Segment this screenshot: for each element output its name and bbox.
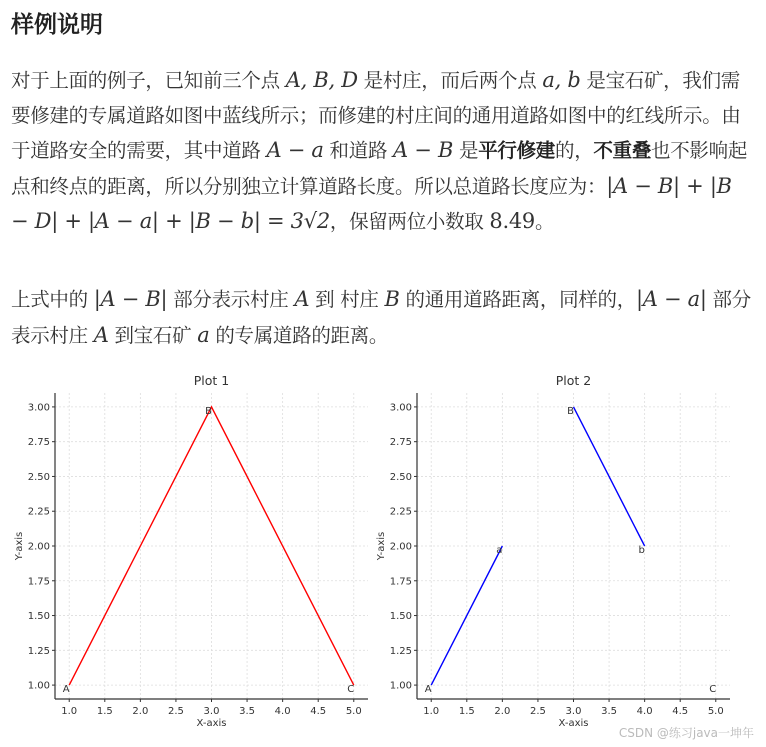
y-tick-label: 2.00 <box>27 541 50 553</box>
explanation-paragraph-2 <box>11 282 751 353</box>
math-expression: B <box>384 287 400 311</box>
y-tick-label: 1.50 <box>389 611 412 623</box>
math-expression: A <box>294 287 310 311</box>
point-label: a <box>496 545 503 556</box>
x-axis-label: X-axis <box>196 718 227 729</box>
y-axis-label: Y-axis <box>376 531 387 561</box>
x-tick-label: 2.0 <box>494 706 511 717</box>
x-tick-label: 2.5 <box>167 706 184 717</box>
math-expression: a, b <box>542 68 581 92</box>
watermark: CSDN @练习java一坤年 <box>618 726 754 740</box>
text-run: 的通用道路距离，同样的， <box>399 288 636 311</box>
math-expression: |A − B| <box>93 287 168 311</box>
y-tick-label: 2.25 <box>27 506 50 518</box>
x-tick-label: 3.5 <box>601 706 618 717</box>
point-label: A <box>424 684 432 696</box>
x-tick-label: 5.0 <box>345 706 362 717</box>
math-number: 8.49 <box>489 209 535 233</box>
math-expression: A − a <box>266 138 324 162</box>
text-run: 。 <box>534 210 555 233</box>
math-expression: |A − a| <box>635 287 707 311</box>
y-tick-label: 2.50 <box>27 471 50 483</box>
x-tick-label: 4.0 <box>274 706 291 717</box>
x-tick-label: 1.0 <box>423 706 440 717</box>
x-tick-label: 3.5 <box>239 706 256 717</box>
text-run: ，保留两位小数取 <box>329 210 490 233</box>
point-label: C <box>347 684 355 696</box>
text-run: 是 <box>453 139 479 162</box>
text-run: 到宝石矿 <box>108 323 198 347</box>
text-run: 部分表示村庄 <box>11 288 751 347</box>
y-tick-label: 3.00 <box>27 402 50 414</box>
text-run: 对于上面的例子，已知前三个点 <box>11 69 286 92</box>
x-tick-label: 2.5 <box>529 706 546 717</box>
x-tick-label: 3.0 <box>565 706 582 717</box>
y-tick-label: 2.75 <box>27 437 50 449</box>
y-tick-label: 1.25 <box>27 645 50 657</box>
y-tick-label: 2.50 <box>389 471 412 483</box>
bold-text: 平行修建 <box>478 139 556 162</box>
plot-2-chart <box>362 368 745 747</box>
point-label: B <box>205 405 212 417</box>
math-expression: A <box>93 322 109 347</box>
x-tick-label: 4.5 <box>310 706 327 717</box>
text-run: 和道路 <box>323 139 394 162</box>
x-tick-label: 2.0 <box>132 706 149 717</box>
y-axis-label: Y-axis <box>14 531 25 561</box>
y-tick-label: 1.75 <box>389 576 412 588</box>
x-tick-label: 4.0 <box>636 706 653 717</box>
bold-text: 不重叠 <box>593 139 652 162</box>
x-tick-label: 5.0 <box>707 706 724 717</box>
y-tick-label: 2.75 <box>389 437 412 449</box>
x-axis-label: X-axis <box>558 718 589 729</box>
x-tick-label: 1.5 <box>96 706 113 717</box>
section-heading: 样例说明 <box>11 12 103 38</box>
y-tick-label: 1.25 <box>389 645 412 657</box>
plot-1-chart <box>0 368 383 747</box>
y-tick-label: 1.50 <box>27 611 50 623</box>
x-tick-label: 1.5 <box>458 706 475 717</box>
point-label: b <box>638 545 645 556</box>
point-label: B <box>567 405 574 417</box>
y-tick-label: 2.00 <box>389 541 412 553</box>
y-tick-label: 1.00 <box>389 680 412 692</box>
text-run: 是宝石矿，我们需要修建的专属道路如图中蓝线所示；而修建的村庄间的通用道路如图中的红线所示。由于道路安全的需要，其中道路 <box>11 69 741 162</box>
y-tick-label: 2.25 <box>389 506 412 518</box>
math-expression: a <box>197 322 210 347</box>
text-run: 的专属道路的距离。 <box>209 323 389 347</box>
y-tick-label: 1.00 <box>27 680 50 692</box>
math-expression: A, B, D <box>285 68 358 92</box>
point-label: A <box>62 684 70 696</box>
x-tick-label: 1.0 <box>61 706 78 717</box>
text-run: 的， <box>555 139 594 162</box>
math-expression: |A − B| + |B − D| + |A − a| + |B − b| = 3√2 <box>11 173 732 233</box>
text-run: 是村庄，而后两个点 <box>357 69 543 92</box>
explanation-paragraph <box>11 63 751 240</box>
point-label: C <box>709 684 717 696</box>
x-tick-label: 4.5 <box>672 706 689 717</box>
chart-title: Plot 1 <box>193 373 230 388</box>
text-run: 到 村庄 <box>309 288 385 311</box>
math-expression: A − B <box>393 138 454 162</box>
text-run: 上式中的 <box>11 288 94 311</box>
x-tick-label: 3.0 <box>203 706 220 717</box>
text-run: 部分表示村庄 <box>167 288 295 311</box>
chart-title: Plot 2 <box>555 373 592 388</box>
y-tick-label: 1.75 <box>27 576 50 588</box>
text-run: 也不影响起点和终点的距离，所以分别独立计算道路长度。所以总道路长度应为： <box>11 139 748 198</box>
y-tick-label: 3.00 <box>389 402 412 414</box>
